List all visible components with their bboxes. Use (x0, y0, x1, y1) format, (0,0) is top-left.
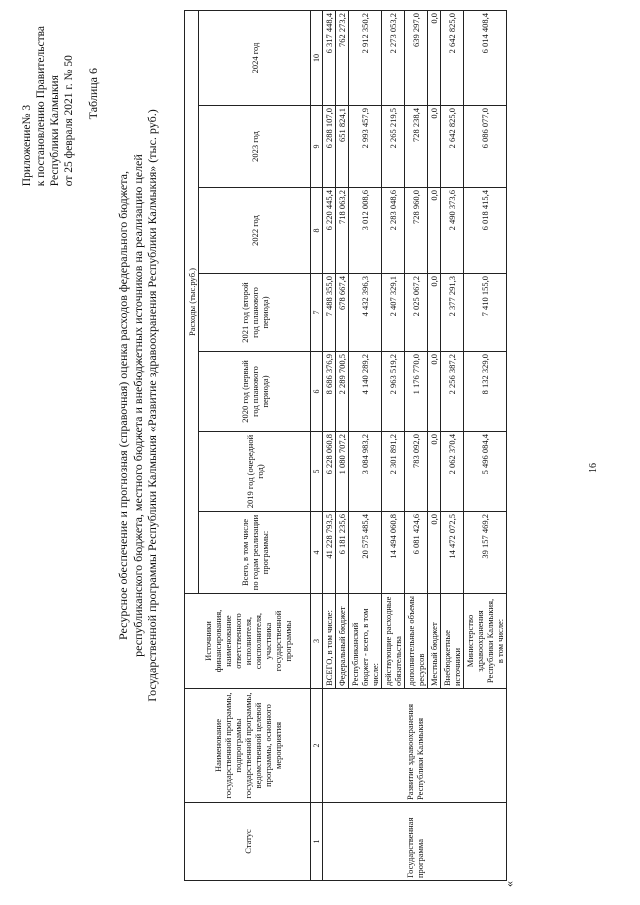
rotated-document-sheet (6, 8, 631, 893)
row-2023: 2 265 219,5 (382, 106, 405, 188)
row-2022: 2 490 373,6 (441, 188, 464, 274)
row-2021: 2 377 291,3 (441, 274, 464, 352)
appendix-line: к постановлению Правительства (35, 26, 47, 187)
row-2024: 2 642 825,0 (441, 10, 464, 105)
header-year-2019: 2019 год (очередной год) (199, 432, 311, 512)
column-number: 3 (311, 594, 323, 689)
row-2022: 6 220 445,4 (323, 188, 336, 274)
row-2021: 7 488 355,0 (323, 274, 336, 352)
row-total: 6 181 235,6 (336, 512, 349, 594)
column-number: 9 (311, 106, 323, 188)
row-total: 41 228 793,5 (323, 512, 336, 594)
title-line: Ресурсное обеспечение и прогнозная (справочная) оценка расходов федерального бюджета, (116, 171, 130, 640)
row-total: 20 575 485,4 (349, 512, 382, 594)
row-2024: 2 912 350,2 (349, 10, 382, 105)
row-2019: 0,0 (428, 432, 441, 512)
row-2022: 3 012 008,6 (349, 188, 382, 274)
row-2024: 639 297,0 (405, 10, 428, 105)
table-row (323, 10, 336, 880)
appendix-line: Приложение№ 3 (21, 104, 33, 187)
column-number-row (311, 10, 323, 880)
row-2022: 728 960,0 (405, 188, 428, 274)
row-2022: 6 018 415,4 (464, 188, 507, 274)
row-2021: 0,0 (428, 274, 441, 352)
row-2019: 783 092,0 (405, 432, 428, 512)
column-number: 8 (311, 188, 323, 274)
row-2024: 2 273 053,2 (382, 10, 405, 105)
title-line: Государственной программы Республики Калмыкия «Развитие здравоохранения Республики Калмыкия» (тыс. руб.) (145, 109, 159, 702)
column-number: 2 (311, 689, 323, 803)
row-2022: 718 063,2 (336, 188, 349, 274)
row-2019: 5 496 084,4 (464, 432, 507, 512)
row-2019: 2 301 891,2 (382, 432, 405, 512)
row-2024: 6 014 408,4 (464, 10, 507, 105)
row-2023: 651 824,1 (336, 106, 349, 188)
row-2021: 678 667,4 (336, 274, 349, 352)
header-year-2020: 2020 год (первый год планового периода) (199, 352, 311, 432)
row-2023: 2 642 825,0 (441, 106, 464, 188)
row-source: Федеральный бюджет (336, 594, 349, 689)
row-2020: 4 140 289,2 (349, 352, 382, 432)
row-total: 6 081 424,6 (405, 512, 428, 594)
row-total: 14 472 072,5 (441, 512, 464, 594)
row-source: действующие расходные обязательства (382, 594, 405, 689)
program-name: Развитие здравоохранения Республики Калмыкия (323, 689, 507, 803)
column-number: 4 (311, 512, 323, 594)
row-2021: 2 407 329,1 (382, 274, 405, 352)
row-source: Внебюджетные источники (441, 594, 464, 689)
header-total: Всего, в том числе по годам реализации программы: (199, 512, 311, 594)
row-2019: 6 228 060,8 (323, 432, 336, 512)
header-year-2022: 2022 год (199, 188, 311, 274)
row-2024: 6 317 448,4 (323, 10, 336, 105)
header-year-2024: 2024 год (199, 10, 311, 105)
row-2020: 2 256 387,2 (441, 352, 464, 432)
header-name: Наименование государственной программы, подпрограммы государственной программы, ведомственной целевой программы, основного мероприятия (185, 689, 311, 803)
row-2020: 8 686 376,9 (323, 352, 336, 432)
appendix-line: от 25 февраля 2021 г. № 50 (63, 55, 75, 187)
quote-mark: « (502, 881, 516, 887)
title-line: республиканского бюджета, местного бюджета и внебюджетных источников на реализацию целей (130, 154, 145, 657)
row-2019: 1 080 707,2 (336, 432, 349, 512)
row-2021: 4 432 396,3 (349, 274, 382, 352)
row-2020: 8 132 329,0 (464, 352, 507, 432)
row-source: дополнительные объемы ресурсов (405, 594, 428, 689)
row-2023: 728 238,4 (405, 106, 428, 188)
column-number: 1 (311, 803, 323, 881)
row-2023: 0,0 (428, 106, 441, 188)
row-2019: 3 084 983,2 (349, 432, 382, 512)
row-2019: 2 062 370,4 (441, 432, 464, 512)
header-expenses-group: Расходы (тыс.руб.) (185, 10, 199, 593)
row-2020: 2 289 700,5 (336, 352, 349, 432)
page-number: 16 (588, 463, 599, 473)
table-label: Таблица 6 (86, 68, 100, 120)
row-2023: 6 288 107,0 (323, 106, 336, 188)
row-total: 39 157 469,2 (464, 512, 507, 594)
header-status: Статус (185, 803, 311, 881)
row-2021: 2 025 067,2 (405, 274, 428, 352)
row-total: 14 494 060,8 (382, 512, 405, 594)
column-number: 6 (311, 352, 323, 432)
column-number: 7 (311, 274, 323, 352)
header-sources: Источники финансирования, наименование ответственного исполнителя, соисполнителя, участника государственной программы (185, 594, 311, 689)
row-2022: 0,0 (428, 188, 441, 274)
row-2020: 2 963 519,2 (382, 352, 405, 432)
row-2024: 0,0 (428, 10, 441, 105)
row-2021: 7 410 155,0 (464, 274, 507, 352)
appendix-block (20, 26, 76, 186)
document-title (116, 38, 160, 773)
row-2022: 2 283 048,6 (382, 188, 405, 274)
row-source: Местный бюджет (428, 594, 441, 689)
row-source: Министерство здравоохранения Республики Калмыкия, в том числе: (464, 594, 507, 689)
row-source: Республиканский бюджет - всего, в том числе: (349, 594, 382, 689)
header-year-2021: 2021 год (второй год планового периода) (199, 274, 311, 352)
row-total: 0,0 (428, 512, 441, 594)
row-2024: 762 273,2 (336, 10, 349, 105)
row-2020: 1 176 770,0 (405, 352, 428, 432)
appendix-line: Республики Калмыкия (49, 75, 61, 187)
header-year-2023: 2023 год (199, 106, 311, 188)
resource-table (184, 10, 507, 881)
program-status: Государственная программа (323, 803, 507, 881)
row-2023: 2 993 457,9 (349, 106, 382, 188)
column-number: 5 (311, 432, 323, 512)
row-2020: 0,0 (428, 352, 441, 432)
row-source: ВСЕГО, в том числе: (323, 594, 336, 689)
column-number: 10 (311, 10, 323, 105)
row-2023: 6 086 077,0 (464, 106, 507, 188)
